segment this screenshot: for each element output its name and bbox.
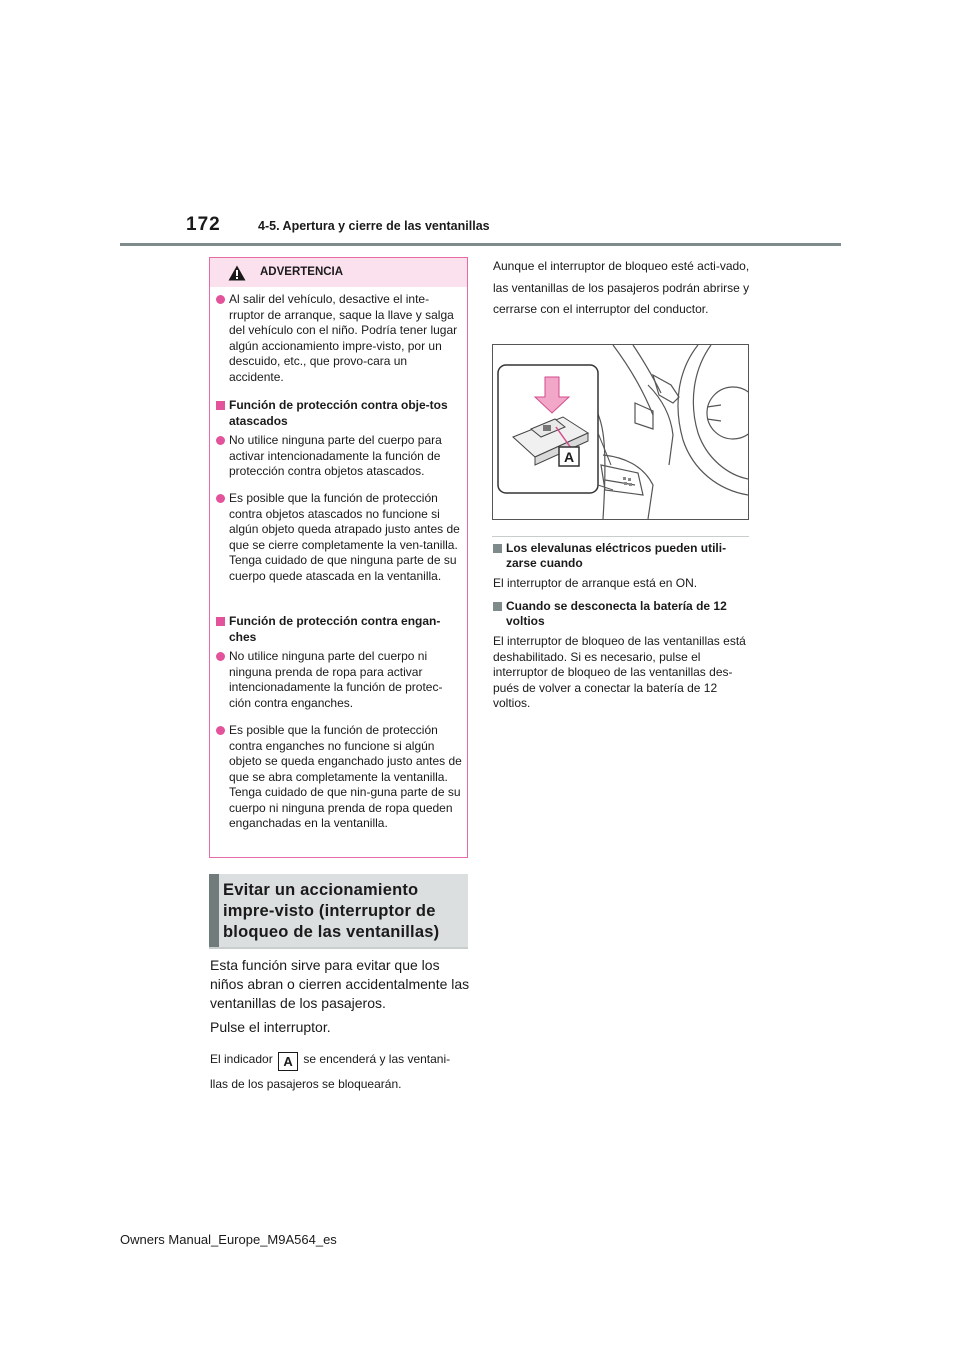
warning-item — [216, 292, 462, 385]
warning-item — [216, 433, 462, 480]
warning-item-text: No utilice ninguna parte del cuerpo para activar intencionadamente la función de protección contra objetos atascados. — [229, 433, 442, 478]
section-title: 4-5. Apertura y cierre de las ventanillas — [258, 219, 490, 233]
warning-item-text: Al salir del vehículo, desactive el inte-rruptor de arranque, saque la llave y salga del vehículo con el niño. Podría tener lugar algún accionamiento impre-visto, por un descuido, etc., que provo-cara un accidente. — [229, 292, 458, 384]
indicator-text-after: se encenderá y las ventani- — [303, 1052, 451, 1066]
warning-item-text: No utilice ninguna parte del cuerpo ni ninguna prenda de ropa para activar intencionadamente la función de protec-ción contra enganches. — [229, 649, 443, 710]
intro-paragraph: Esta función sirve para evitar que los niños abran o cierren accidentalmente las ventanillas de los pasajeros. — [210, 957, 470, 1011]
indicator-text-before: El indicador — [210, 1052, 273, 1066]
door-panel-drawing — [493, 345, 748, 519]
bullet-square-icon — [493, 544, 502, 553]
indicator-paragraph-cont: llas de los pasajeros se bloquearán. — [210, 1077, 402, 1091]
warning-subheading-text: Función de protección contra engan-ches — [229, 614, 441, 644]
bullet-dot-icon — [216, 726, 225, 735]
warning-header — [210, 258, 467, 287]
note-heading: Los elevalunas eléctricos pueden utili-zarse cuando — [506, 541, 727, 570]
warning-item — [216, 649, 462, 711]
illustration-label-a: A — [563, 449, 575, 465]
bullet-dot-icon — [216, 494, 225, 503]
section-heading-text: Evitar un accionamiento impre-visto (interruptor de bloqueo de las ventanillas) — [223, 881, 440, 941]
bullet-dot-icon — [216, 295, 225, 304]
lock-switch-note: Aunque el interruptor de bloqueo esté acti-vado, las ventanillas de los pasajeros podrán abrirse y cerrarse con el interruptor del conductor. — [493, 259, 750, 316]
note-heading: Cuando se desconecta la batería de 12 voltios — [506, 599, 727, 628]
warning-item-text: Es posible que la función de protección contra objetos atascados no funcione si algún objeto queda atrapado justo antes de que se cierre completamente la ven-tanilla. Tenga cuidado de que ninguna parte de su cuerpo quede atascada en la ventanilla. — [229, 491, 460, 583]
bullet-square-icon — [216, 617, 225, 626]
header-rule — [120, 243, 841, 246]
warning-item — [216, 491, 462, 584]
note-block — [493, 599, 749, 712]
warning-title: ADVERTENCIA — [260, 266, 344, 278]
warning-triangle-icon — [228, 265, 246, 281]
warning-box — [209, 257, 468, 858]
window-lock-switch-illustration — [492, 344, 749, 520]
warning-subheading — [216, 614, 462, 645]
footer-document-id: Owners Manual_Europe_M9A564_es — [120, 1232, 337, 1247]
note-block — [493, 541, 749, 592]
warning-subheading — [216, 398, 462, 429]
page-number: 172 — [186, 214, 221, 235]
section-heading — [209, 874, 468, 947]
warning-item-text: Es posible que la función de protección contra enganches no funcione si algún objeto se queda enganchado justo antes de que se abra completamente la ventanilla. Tenga cuidado de que nin-guna parte de su cuerpo ni ninguna prenda de ropa queden enganchadas en la ventanilla. — [229, 723, 462, 830]
bullet-square-icon — [493, 602, 502, 611]
bullet-square-icon — [216, 401, 225, 410]
section-heading-bar — [209, 874, 219, 947]
section-rule — [209, 947, 468, 949]
warning-item — [216, 723, 462, 832]
illustration-rule — [492, 536, 749, 537]
instruction-paragraph: Pulse el interruptor. — [210, 1019, 331, 1035]
note-text: El interruptor de arranque está en ON. — [493, 576, 698, 590]
bullet-dot-icon — [216, 652, 225, 661]
indicator-paragraph — [210, 1052, 472, 1071]
indicator-label-badge: A — [278, 1052, 298, 1071]
note-text: El interruptor de bloqueo de las ventanillas está deshabilitado. Si es necesario, pulse el interruptor de bloqueo de las ventanillas des-pués de volver a conectar la batería de 12 voltios. — [493, 634, 746, 710]
warning-subheading-text: Función de protección contra obje-tos atascados — [229, 398, 448, 428]
bullet-dot-icon — [216, 436, 225, 445]
